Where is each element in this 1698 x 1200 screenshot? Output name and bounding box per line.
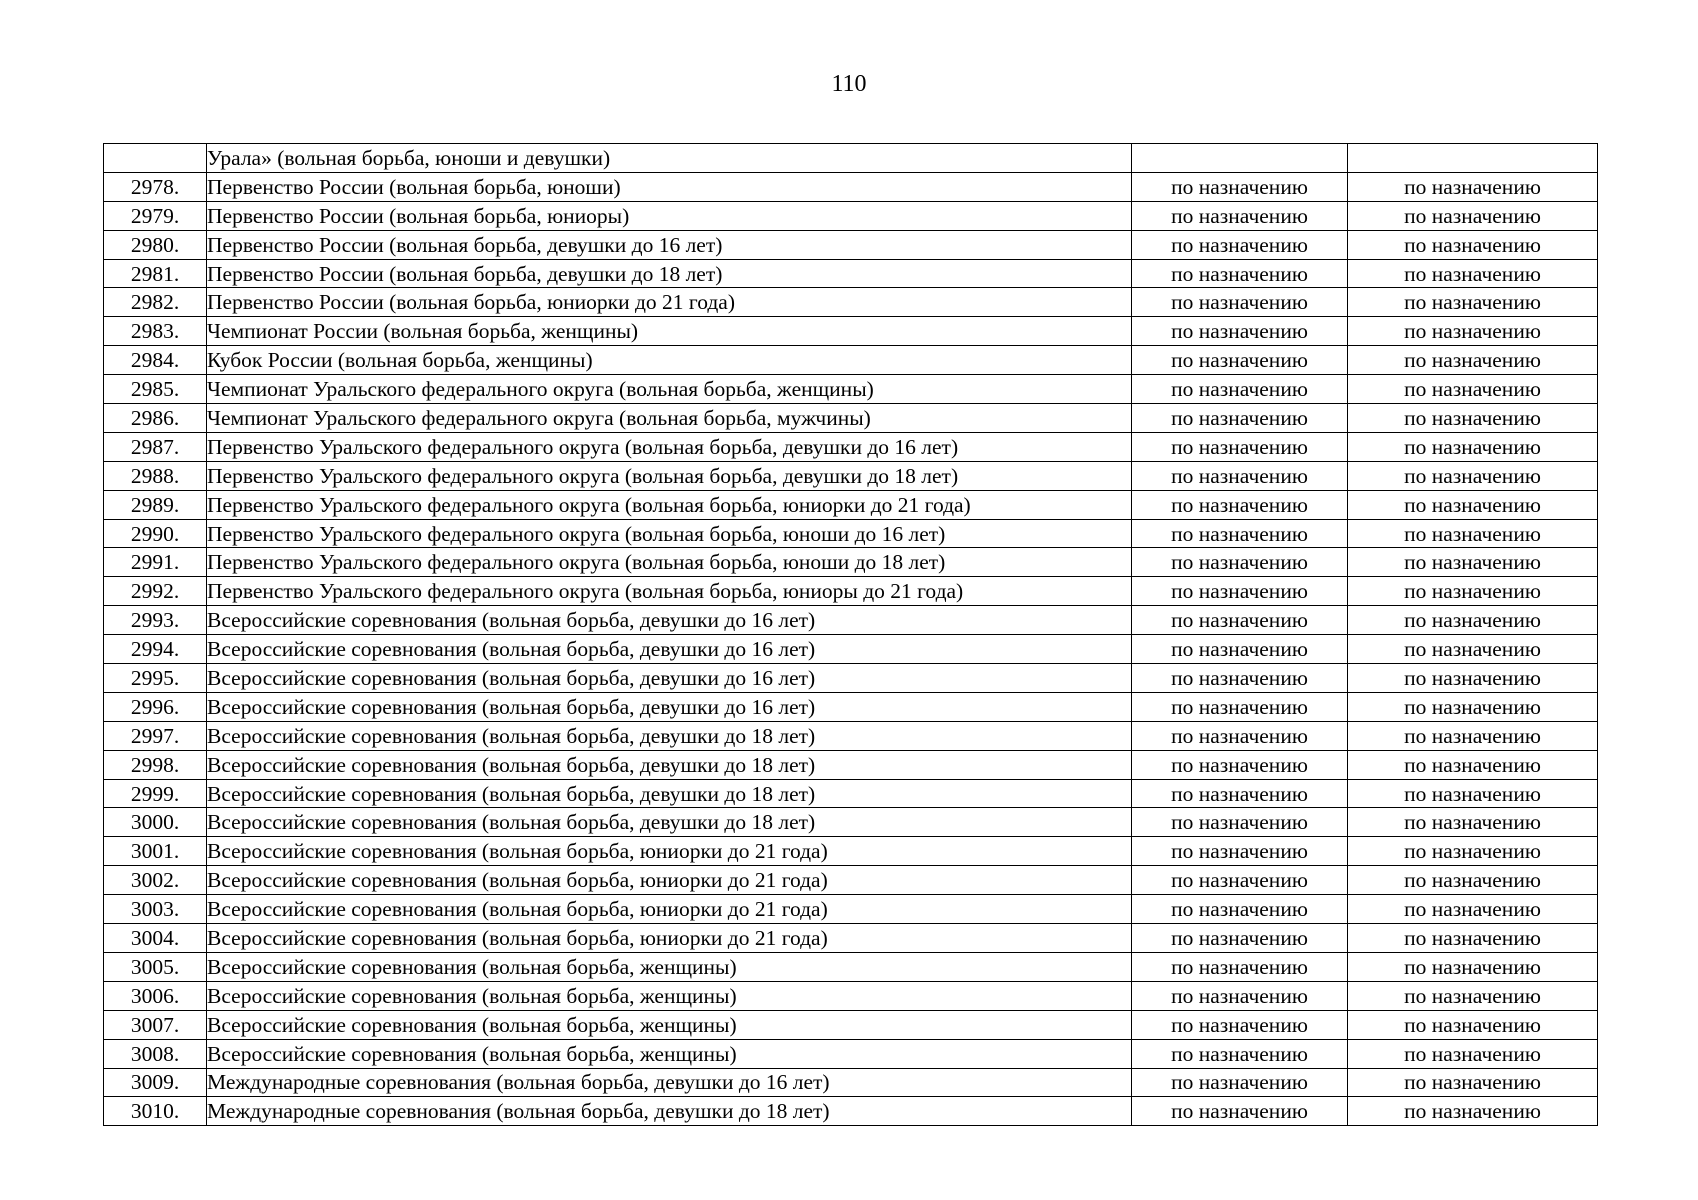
row-number-cell: 2994. [104, 635, 207, 664]
row-number-cell: 2984. [104, 346, 207, 375]
assignment-cell-1: по назначению [1132, 201, 1348, 230]
assignment-cell-2: по назначению [1348, 895, 1598, 924]
table-row [104, 1010, 1598, 1039]
assignment-cell-2: по назначению [1348, 404, 1598, 433]
assignment-cell-2: по назначению [1348, 461, 1598, 490]
assignment-cell-2: по назначению [1348, 432, 1598, 461]
row-number-cell: 3007. [104, 1010, 207, 1039]
row-number-cell: 2983. [104, 317, 207, 346]
assignment-cell-2: по назначению [1348, 317, 1598, 346]
row-number-cell: 3009. [104, 1068, 207, 1097]
row-number-cell: 2987. [104, 432, 207, 461]
assignment-cell-2: по назначению [1348, 924, 1598, 953]
table-row [104, 606, 1598, 635]
event-name-cell: Всероссийские соревнования (вольная борьба, юниорки до 21 года) [207, 866, 1132, 895]
assignment-cell-1: по назначению [1132, 895, 1348, 924]
row-number-cell: 3010. [104, 1097, 207, 1126]
event-name-cell: Всероссийские соревнования (вольная борьба, девушки до 18 лет) [207, 779, 1132, 808]
event-name-cell: Всероссийские соревнования (вольная борьба, юниорки до 21 года) [207, 837, 1132, 866]
table-row [104, 144, 1598, 173]
assignment-cell-1: по назначению [1132, 577, 1348, 606]
table-row [104, 635, 1598, 664]
assignment-cell-1: по назначению [1132, 548, 1348, 577]
row-number-cell: 2980. [104, 230, 207, 259]
table-row [104, 750, 1598, 779]
assignment-cell-2: по назначению [1348, 750, 1598, 779]
row-number-cell: 2991. [104, 548, 207, 577]
assignment-cell-1: по назначению [1132, 1068, 1348, 1097]
table-row [104, 895, 1598, 924]
event-name-cell: Всероссийские соревнования (вольная борьба, девушки до 16 лет) [207, 664, 1132, 693]
table-row [104, 664, 1598, 693]
assignment-cell-1: по назначению [1132, 750, 1348, 779]
assignment-cell-1 [1132, 144, 1348, 173]
assignment-cell-2: по назначению [1348, 664, 1598, 693]
table-row [104, 548, 1598, 577]
assignment-cell-2: по назначению [1348, 490, 1598, 519]
assignment-cell-1: по назначению [1132, 230, 1348, 259]
row-number-cell: 2985. [104, 375, 207, 404]
event-name-cell: Всероссийские соревнования (вольная борьба, женщины) [207, 952, 1132, 981]
event-name-cell: Чемпионат Уральского федерального округа (вольная борьба, мужчины) [207, 404, 1132, 433]
event-name-cell: Первенство России (вольная борьба, девушки до 18 лет) [207, 259, 1132, 288]
assignment-cell-2: по назначению [1348, 577, 1598, 606]
table-body [104, 144, 1598, 1126]
assignment-cell-1: по назначению [1132, 432, 1348, 461]
assignment-cell-1: по назначению [1132, 375, 1348, 404]
event-name-cell: Всероссийские соревнования (вольная борьба, девушки до 16 лет) [207, 606, 1132, 635]
event-name-cell: Всероссийские соревнования (вольная борьба, юниорки до 21 года) [207, 895, 1132, 924]
assignment-cell-1: по назначению [1132, 606, 1348, 635]
assignment-cell-2: по назначению [1348, 548, 1598, 577]
row-number-cell: 3002. [104, 866, 207, 895]
assignment-cell-2: по назначению [1348, 779, 1598, 808]
row-number-cell: 2986. [104, 404, 207, 433]
assignment-cell-1: по назначению [1132, 924, 1348, 953]
table-row [104, 201, 1598, 230]
table-row [104, 346, 1598, 375]
row-number-cell [104, 144, 207, 173]
table-row [104, 837, 1598, 866]
table-row [104, 288, 1598, 317]
assignment-cell-1: по назначению [1132, 1097, 1348, 1126]
event-name-cell: Первенство Уральского федерального округа (вольная борьба, девушки до 18 лет) [207, 461, 1132, 490]
event-name-cell: Первенство Уральского федерального округа (вольная борьба, юниорки до 21 года) [207, 490, 1132, 519]
event-name-cell: Всероссийские соревнования (вольная борьба, девушки до 18 лет) [207, 721, 1132, 750]
assignment-cell-2: по назначению [1348, 519, 1598, 548]
assignment-cell-2: по назначению [1348, 1039, 1598, 1068]
assignment-cell-1: по назначению [1132, 1010, 1348, 1039]
assignment-cell-1: по назначению [1132, 317, 1348, 346]
table-row [104, 1039, 1598, 1068]
event-name-cell: Первенство Уральского федерального округа (вольная борьба, юноши до 18 лет) [207, 548, 1132, 577]
event-name-cell: Кубок России (вольная борьба, женщины) [207, 346, 1132, 375]
row-number-cell: 2997. [104, 721, 207, 750]
assignment-cell-2: по назначению [1348, 837, 1598, 866]
row-number-cell: 2995. [104, 664, 207, 693]
assignment-cell-1: по назначению [1132, 808, 1348, 837]
assignment-cell-2: по назначению [1348, 606, 1598, 635]
assignment-cell-1: по назначению [1132, 721, 1348, 750]
row-number-cell: 2988. [104, 461, 207, 490]
assignment-cell-1: по назначению [1132, 288, 1348, 317]
row-number-cell: 2981. [104, 259, 207, 288]
assignment-cell-1: по назначению [1132, 692, 1348, 721]
table-row [104, 981, 1598, 1010]
event-name-cell: Всероссийские соревнования (вольная борьба, девушки до 16 лет) [207, 635, 1132, 664]
event-name-cell: Первенство России (вольная борьба, юноши) [207, 172, 1132, 201]
event-name-cell: Всероссийские соревнования (вольная борьба, девушки до 18 лет) [207, 750, 1132, 779]
assignment-cell-1: по назначению [1132, 259, 1348, 288]
table-row [104, 952, 1598, 981]
table-row [104, 375, 1598, 404]
event-name-cell: Международные соревнования (вольная борьба, девушки до 16 лет) [207, 1068, 1132, 1097]
event-name-cell: Чемпионат России (вольная борьба, женщины) [207, 317, 1132, 346]
event-name-cell: Всероссийские соревнования (вольная борьба, юниорки до 21 года) [207, 924, 1132, 953]
table-row [104, 404, 1598, 433]
row-number-cell: 3001. [104, 837, 207, 866]
row-number-cell: 2978. [104, 172, 207, 201]
event-name-cell: Чемпионат Уральского федерального округа (вольная борьба, женщины) [207, 375, 1132, 404]
table-row [104, 432, 1598, 461]
event-name-cell: Урала» (вольная борьба, юноши и девушки) [207, 144, 1132, 173]
assignment-cell-1: по назначению [1132, 779, 1348, 808]
row-number-cell: 2999. [104, 779, 207, 808]
assignment-cell-1: по назначению [1132, 664, 1348, 693]
event-name-cell: Всероссийские соревнования (вольная борьба, девушки до 16 лет) [207, 692, 1132, 721]
row-number-cell: 2992. [104, 577, 207, 606]
event-name-cell: Всероссийские соревнования (вольная борьба, женщины) [207, 1010, 1132, 1039]
row-number-cell: 2998. [104, 750, 207, 779]
assignment-cell-1: по назначению [1132, 981, 1348, 1010]
assignment-cell-2: по назначению [1348, 288, 1598, 317]
event-name-cell: Первенство Уральского федерального округа (вольная борьба, юниоры до 21 года) [207, 577, 1132, 606]
assignment-cell-2: по назначению [1348, 346, 1598, 375]
assignment-cell-1: по назначению [1132, 866, 1348, 895]
row-number-cell: 3006. [104, 981, 207, 1010]
assignment-cell-2: по назначению [1348, 866, 1598, 895]
table-row [104, 721, 1598, 750]
table-row [104, 259, 1598, 288]
assignment-cell-1: по назначению [1132, 635, 1348, 664]
table-row [104, 172, 1598, 201]
table-row [104, 490, 1598, 519]
assignment-cell-2: по назначению [1348, 721, 1598, 750]
assignment-cell-1: по назначению [1132, 172, 1348, 201]
row-number-cell: 2982. [104, 288, 207, 317]
assignment-cell-2 [1348, 144, 1598, 173]
assignment-cell-1: по назначению [1132, 404, 1348, 433]
events-table [103, 143, 1598, 1126]
event-name-cell: Первенство России (вольная борьба, юниорки до 21 года) [207, 288, 1132, 317]
table-row [104, 866, 1598, 895]
assignment-cell-2: по назначению [1348, 952, 1598, 981]
assignment-cell-2: по назначению [1348, 172, 1598, 201]
event-name-cell: Первенство Уральского федерального округа (вольная борьба, юноши до 16 лет) [207, 519, 1132, 548]
table-row [104, 779, 1598, 808]
assignment-cell-2: по назначению [1348, 692, 1598, 721]
event-name-cell: Всероссийские соревнования (вольная борьба, девушки до 18 лет) [207, 808, 1132, 837]
assignment-cell-2: по назначению [1348, 1068, 1598, 1097]
table-row [104, 577, 1598, 606]
row-number-cell: 3003. [104, 895, 207, 924]
assignment-cell-1: по назначению [1132, 490, 1348, 519]
assignment-cell-2: по назначению [1348, 635, 1598, 664]
assignment-cell-1: по назначению [1132, 461, 1348, 490]
event-name-cell: Первенство России (вольная борьба, юниоры) [207, 201, 1132, 230]
table-row [104, 519, 1598, 548]
assignment-cell-1: по назначению [1132, 837, 1348, 866]
assignment-cell-2: по назначению [1348, 201, 1598, 230]
event-name-cell: Международные соревнования (вольная борьба, девушки до 18 лет) [207, 1097, 1132, 1126]
event-name-cell: Первенство Уральского федерального округа (вольная борьба, девушки до 16 лет) [207, 432, 1132, 461]
table-row [104, 808, 1598, 837]
assignment-cell-1: по назначению [1132, 519, 1348, 548]
table-row [104, 692, 1598, 721]
row-number-cell: 3005. [104, 952, 207, 981]
row-number-cell: 2990. [104, 519, 207, 548]
assignment-cell-2: по назначению [1348, 375, 1598, 404]
assignment-cell-1: по назначению [1132, 952, 1348, 981]
event-name-cell: Всероссийские соревнования (вольная борьба, женщины) [207, 1039, 1132, 1068]
assignment-cell-2: по назначению [1348, 1097, 1598, 1126]
row-number-cell: 3004. [104, 924, 207, 953]
event-name-cell: Первенство России (вольная борьба, девушки до 16 лет) [207, 230, 1132, 259]
assignment-cell-2: по назначению [1348, 259, 1598, 288]
table-row [104, 461, 1598, 490]
table-row [104, 1097, 1598, 1126]
row-number-cell: 2996. [104, 692, 207, 721]
assignment-cell-1: по назначению [1132, 346, 1348, 375]
assignment-cell-1: по назначению [1132, 1039, 1348, 1068]
table-row [104, 1068, 1598, 1097]
event-name-cell: Всероссийские соревнования (вольная борьба, женщины) [207, 981, 1132, 1010]
assignment-cell-2: по назначению [1348, 1010, 1598, 1039]
assignment-cell-2: по назначению [1348, 230, 1598, 259]
assignment-cell-2: по назначению [1348, 981, 1598, 1010]
row-number-cell: 3008. [104, 1039, 207, 1068]
table-row [104, 924, 1598, 953]
row-number-cell: 2993. [104, 606, 207, 635]
assignment-cell-2: по назначению [1348, 808, 1598, 837]
table-row [104, 230, 1598, 259]
table-row [104, 317, 1598, 346]
row-number-cell: 2979. [104, 201, 207, 230]
row-number-cell: 2989. [104, 490, 207, 519]
row-number-cell: 3000. [104, 808, 207, 837]
page-number: 110 [831, 71, 867, 97]
